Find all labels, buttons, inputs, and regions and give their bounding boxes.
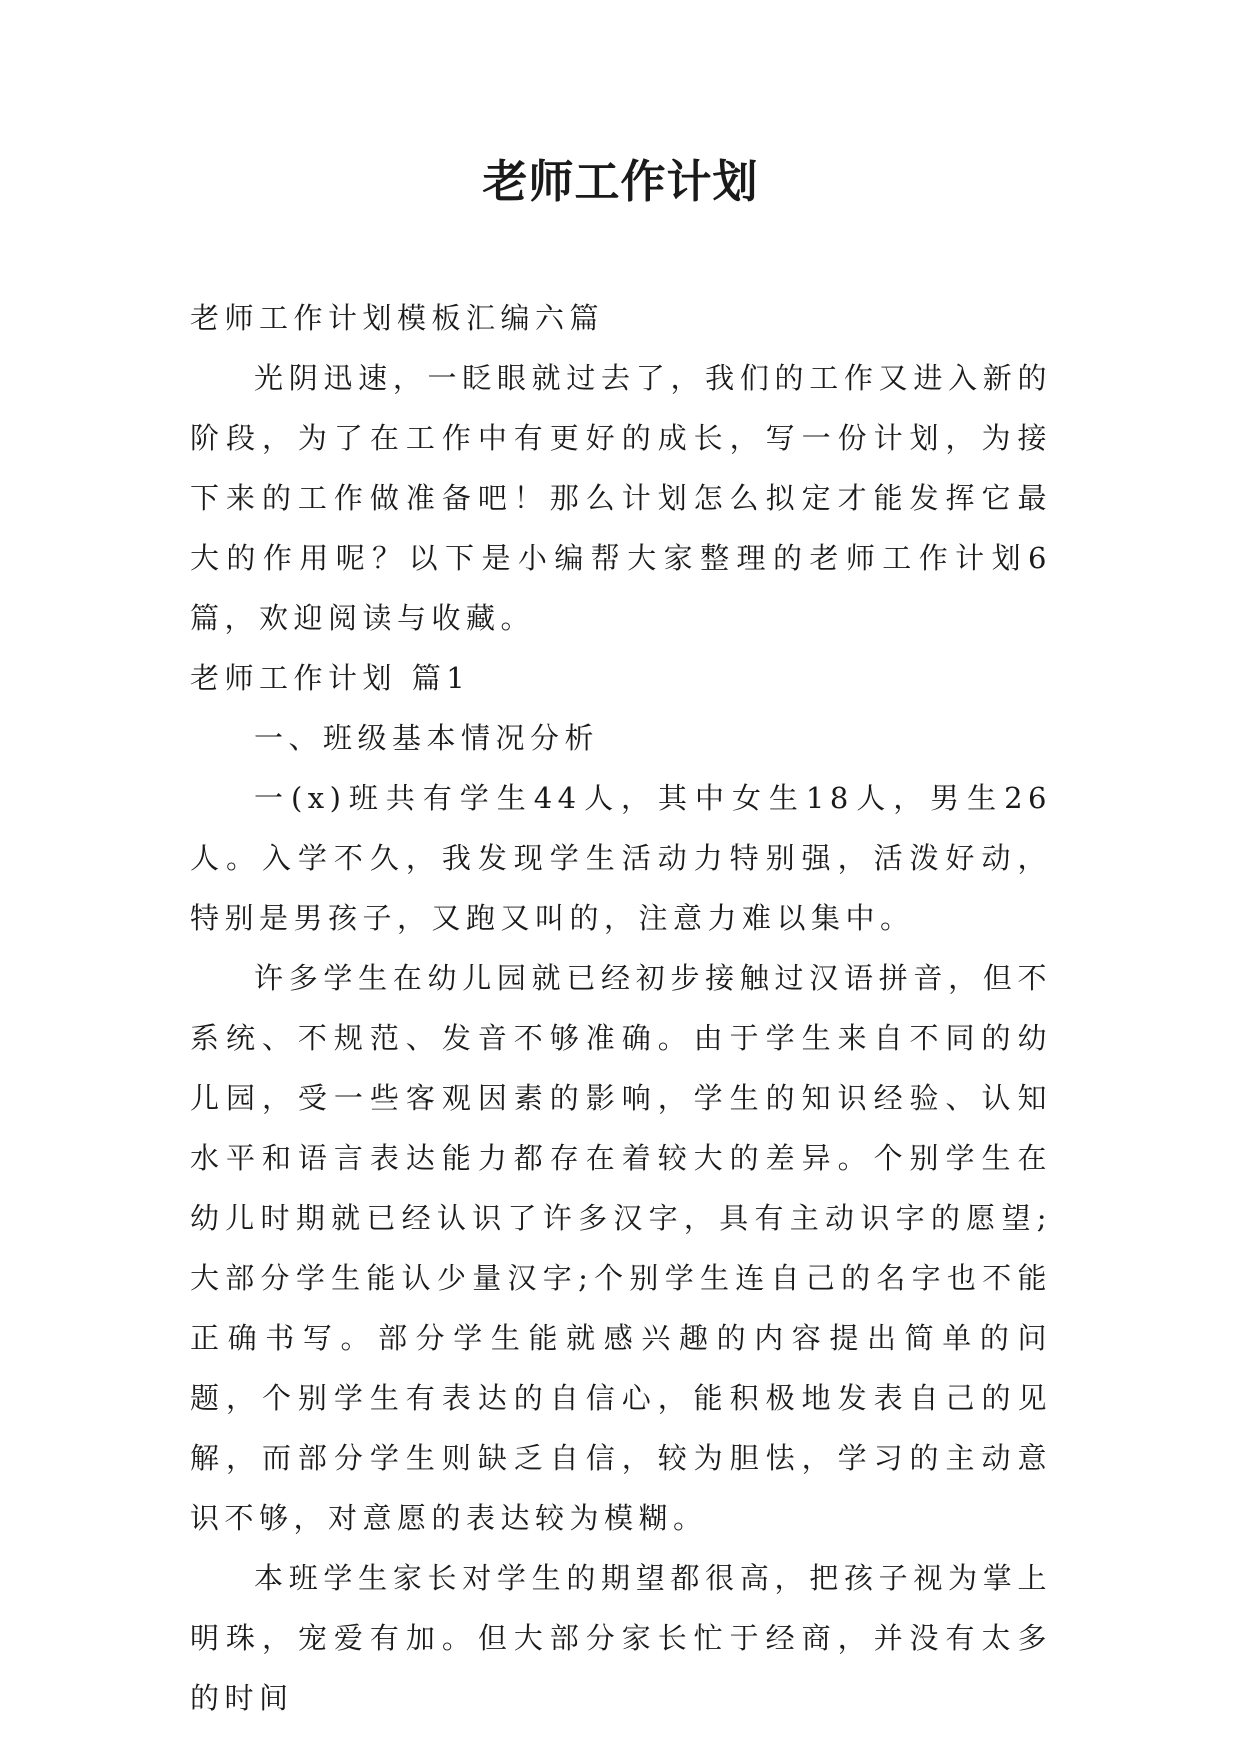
document-body — [190, 288, 1052, 1728]
subsection-heading: 一、班级基本情况分析 — [254, 721, 600, 755]
paragraph-parents: 本班学生家长对学生的期望都很高，把孩子视为掌上明珠，宠爱有加。但大部分家长忙于经商，并没有太多的时间 — [190, 1561, 1052, 1715]
paragraph-class-overview: 一(x)班共有学生44人，其中女生18人，男生26人。入学不久，我发现学生活动力特别强，活泼好动，特别是男孩子，又跑又叫的，注意力难以集中。 — [190, 781, 1052, 935]
paragraph-subtitle: 老师工作计划模板汇编六篇 — [190, 301, 605, 335]
section-heading: 老师工作计划 篇1 — [190, 661, 471, 695]
document-title: 老师工作计划 — [482, 155, 759, 208]
paragraph-intro: 光阴迅速，一眨眼就过去了，我们的工作又进入新的阶段，为了在工作中有更好的成长，写一份计划，为接下来的工作做准备吧！那么计划怎么拟定才能发挥它最大的作用呢？以下是小编帮大家整理的老师工作计划6篇，欢迎阅读与收藏。 — [190, 361, 1052, 635]
paragraph-student-abilities: 许多学生在幼儿园就已经初步接触过汉语拼音，但不系统、不规范、发音不够准确。由于学生来自不同的幼儿园，受一些客观因素的影响，学生的知识经验、认知水平和语言表达能力都存在着较大的差异。个别学生在幼儿时期就已经认识了许多汉字，具有主动识字的愿望;大部分学生能认少量汉字;个别学生连自己的名字也不能正确书写。部分学生能就感兴趣的内容提出简单的问题，个别学生有表达的自信心，能积极地发表自己的见解，而部分学生则缺乏自信，较为胆怯，学习的主动意识不够，对意愿的表达较为模糊。 — [190, 961, 1052, 1535]
